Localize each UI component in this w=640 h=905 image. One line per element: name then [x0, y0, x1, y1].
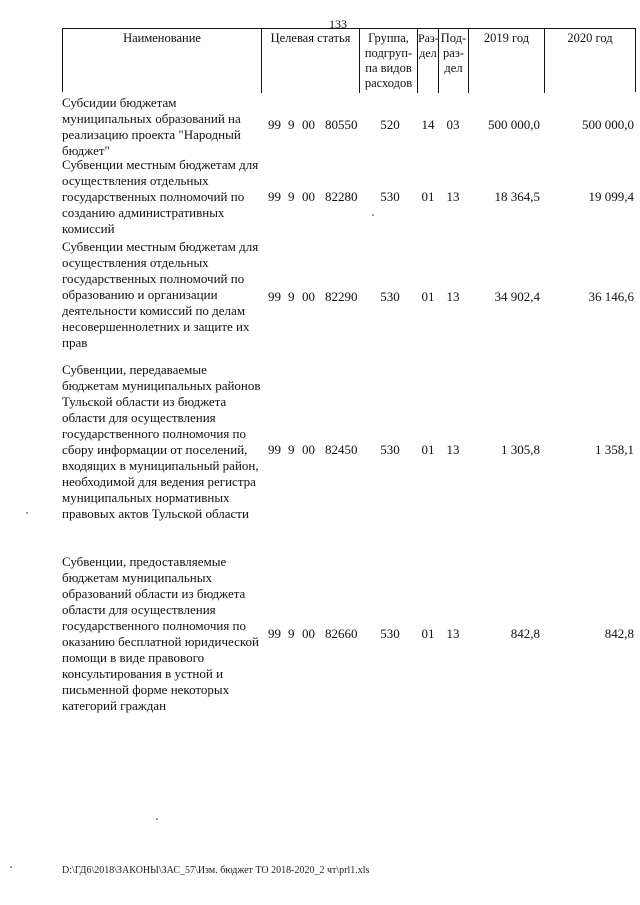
row-subsection: 13	[446, 442, 460, 457]
row-group: 530	[380, 442, 400, 457]
code-item: 82280	[325, 189, 358, 204]
row-group: 530	[380, 626, 400, 641]
code-subprogram: 9	[288, 289, 295, 304]
header-group-line: подгруп-	[364, 46, 413, 60]
code-subprogram: 9	[288, 189, 295, 204]
code-item: 82290	[325, 289, 358, 304]
scan-speck	[156, 818, 158, 820]
row-2020: 842,8	[604, 626, 634, 641]
row-2020: 36 146,6	[588, 289, 634, 304]
row-section: 01	[421, 442, 435, 457]
table-row	[62, 554, 636, 724]
header-2019: 2019 год	[469, 29, 545, 93]
code-program: 99	[268, 117, 281, 132]
scan-speck	[372, 214, 374, 216]
row-2019: 34 902,4	[494, 289, 540, 304]
header-name: Наименование	[63, 29, 262, 93]
header-subsection-line: раз-	[443, 46, 464, 60]
row-2020: 1 358,1	[595, 442, 634, 457]
header-group-line: расходов	[364, 76, 413, 90]
row-subsection: 03	[446, 117, 460, 132]
table-row	[62, 157, 636, 239]
table-header	[62, 28, 636, 92]
header-subsection-line: Под-	[440, 31, 467, 45]
row-subsection: 13	[446, 289, 460, 304]
table-row	[62, 239, 636, 357]
row-section: 14	[421, 117, 435, 132]
row-2019: 842,8	[510, 626, 540, 641]
row-section: 01	[421, 189, 435, 204]
row-group: 530	[380, 289, 400, 304]
table-row	[62, 362, 636, 542]
code-program: 99	[268, 442, 281, 457]
row-group: 520	[380, 117, 400, 132]
code-direction: 00	[302, 289, 315, 304]
row-subsection: 13	[446, 189, 460, 204]
scan-speck	[26, 512, 28, 514]
row-name: Субвенции местным бюджетам для осуществления отдельных государственных полномочий по образованию и организации деятельности комиссий по делам несовершеннолетних и защите их прав	[62, 239, 259, 350]
header-subsection-line: дел	[444, 61, 463, 75]
row-name: Субвенции, предоставляемые бюджетам муниципальных образований области из бюджета области для осуществления государственного полномочия по оказанию бесплатной юридической помощи в виде правового консультирования в устной и письменной форме некоторых категорий граждан	[62, 554, 259, 713]
row-2019: 18 364,5	[494, 189, 540, 204]
code-item: 80550	[325, 117, 358, 132]
row-2020: 500 000,0	[582, 117, 634, 132]
row-name: Субвенции, передаваемые бюджетам муниципальных районов Тульской области из бюджета области для осуществления государственного полномочия по сбору информации от поселений, входящих в муниципальный район, необходимой для ведения регистра муниципальных нормативных правовых актов Тульской области	[62, 362, 261, 521]
code-subprogram: 9	[288, 117, 295, 132]
header-section-line: Раз-	[418, 31, 439, 45]
header-2020: 2020 год	[567, 31, 613, 45]
row-section: 01	[421, 626, 435, 641]
header-group	[360, 29, 418, 93]
row-name: Субсидии бюджетам муниципальных образований на реализацию проекта "Народный бюджет"	[62, 95, 241, 158]
code-direction: 00	[302, 189, 315, 204]
header-group-line: па видов	[365, 61, 412, 75]
row-2019: 1 305,8	[501, 442, 540, 457]
code-subprogram: 9	[288, 626, 295, 641]
header-section-line: дел	[419, 46, 437, 60]
row-subsection: 13	[446, 626, 460, 641]
code-program: 99	[268, 189, 281, 204]
header-section	[418, 29, 439, 93]
code-program: 99	[268, 289, 281, 304]
code-program: 99	[268, 626, 281, 641]
row-2019: 500 000,0	[488, 117, 540, 132]
header-target: Целевая статья	[262, 29, 360, 93]
header-group-line: Группа,	[368, 31, 409, 45]
code-subprogram: 9	[288, 442, 295, 457]
header-subsection	[439, 29, 469, 93]
code-direction: 00	[302, 117, 315, 132]
code-item: 82450	[325, 442, 358, 457]
row-name: Субвенции местным бюджетам для осуществления отдельных государственных полномочий по созданию административных комиссий	[62, 157, 259, 236]
table-row	[62, 95, 636, 159]
page-number: 133	[329, 17, 347, 31]
code-direction: 00	[302, 442, 315, 457]
row-2020: 19 099,4	[588, 189, 634, 204]
row-group: 530	[380, 189, 400, 204]
scan-speck	[10, 866, 12, 868]
row-section: 01	[421, 289, 435, 304]
code-item: 82660	[325, 626, 358, 641]
file-path-footer: D:\ГД6\2018\ЗАКОНЫ\ЗАС_57\Изм. бюджет ТО 2018-2020_2 чт\prl1.xls	[62, 865, 370, 876]
code-direction: 00	[302, 626, 315, 641]
